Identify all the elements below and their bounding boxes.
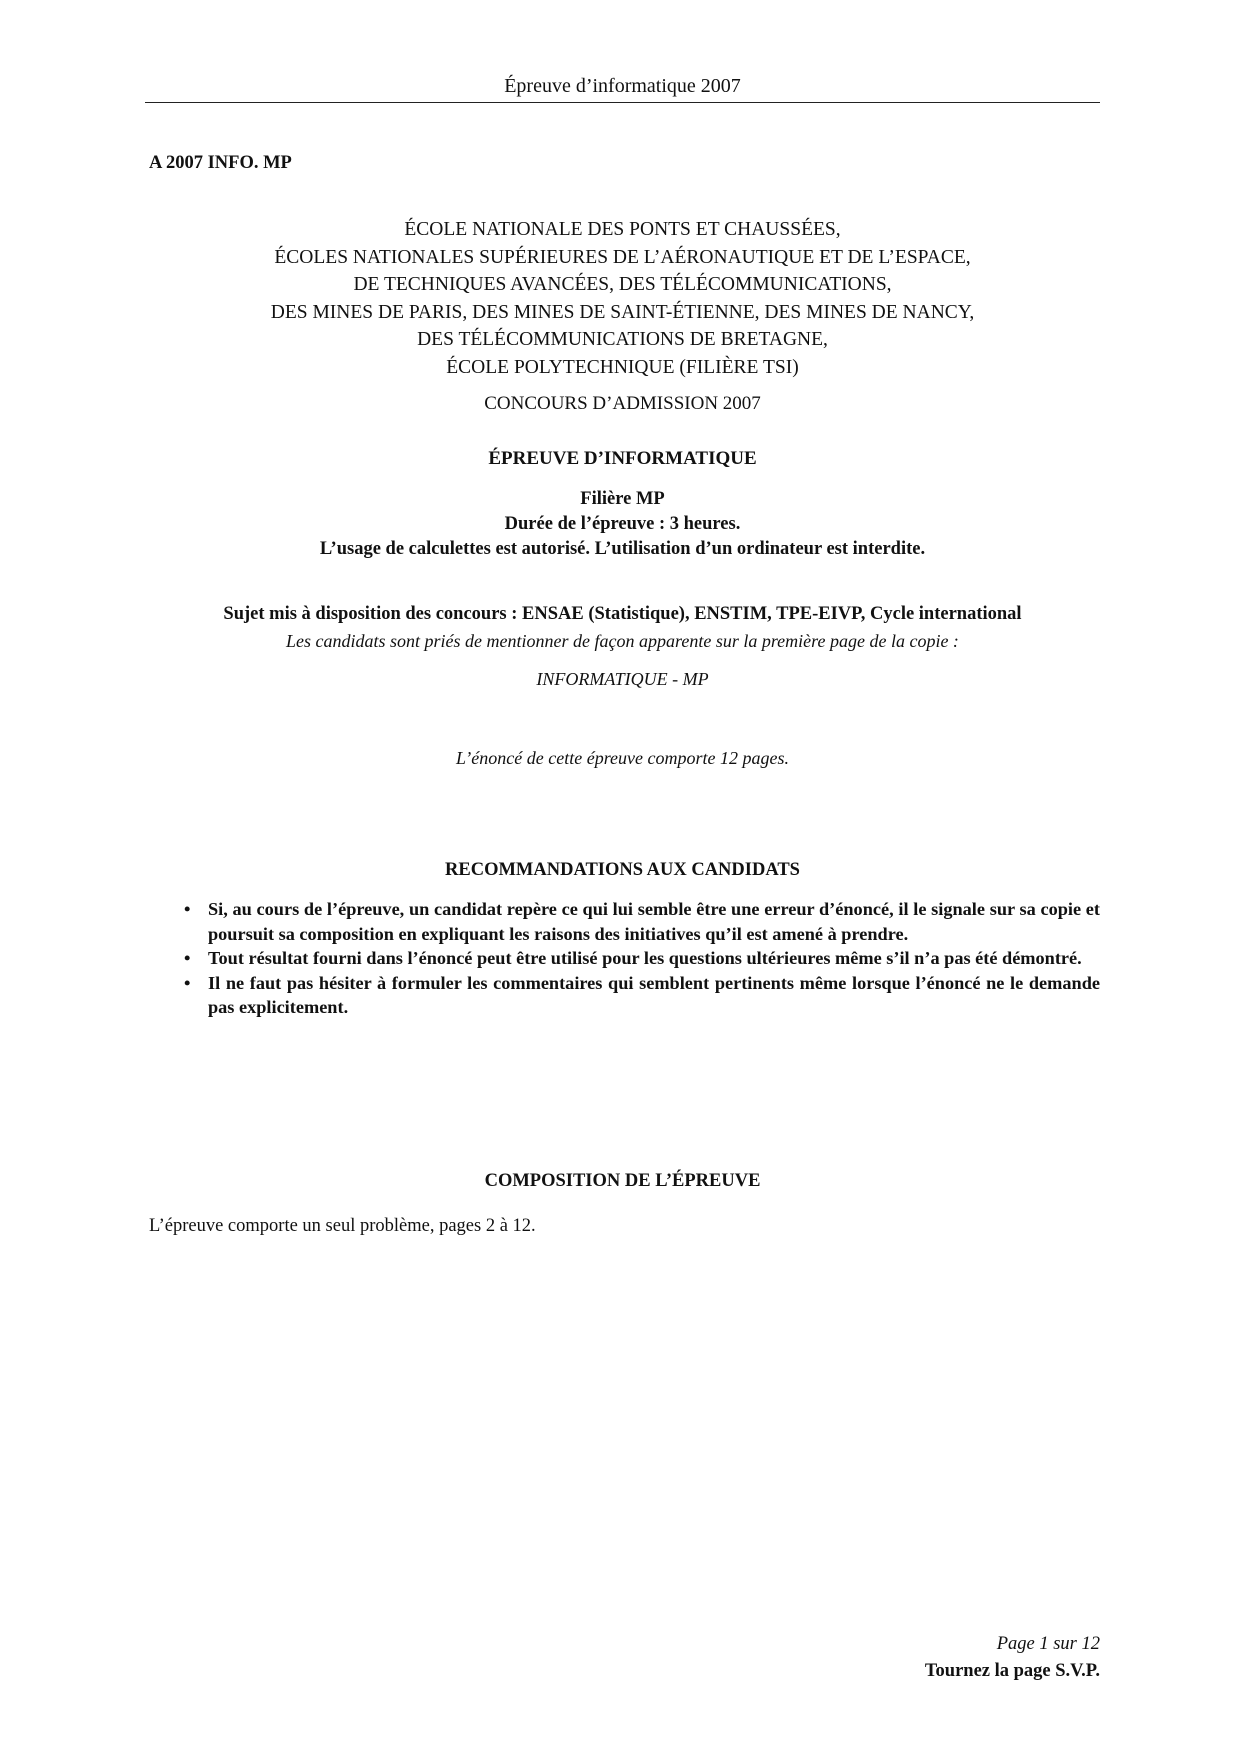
list-item: [180, 897, 1100, 946]
concours-title: CONCOURS D’ADMISSION 2007: [484, 393, 761, 414]
recommendation-text: Il ne faut pas hésiter à formuler les commentaires qui semblent pertinents même lorsque l’énoncé ne le demande pas explicitement.: [208, 972, 1100, 1017]
exam-info: [145, 487, 1100, 562]
list-item: [180, 971, 1100, 1020]
copy-mention: INFORMATIQUE - MP: [536, 669, 709, 689]
composition-text: L’épreuve comporte un seul problème, pages 2 à 12.: [149, 1216, 536, 1236]
pages-note: L’énoncé de cette épreuve comporte 12 pages.: [455, 748, 790, 768]
school-line: DE TECHNIQUES AVANCÉES, DES TÉLÉCOMMUNICATIONS,: [353, 274, 892, 295]
candidates-note: Les candidats sont priés de mentionner de façon apparente sur la première page de la copie :: [286, 631, 959, 651]
schools-list: [145, 216, 1100, 381]
exam-code: A 2007 INFO. MP: [149, 153, 292, 173]
filiere-label: Filière MP: [580, 489, 665, 509]
school-line: DES TÉLÉCOMMUNICATIONS DE BRETAGNE,: [417, 329, 828, 350]
page-header: [145, 74, 1100, 103]
turn-page-note: Tournez la page S.V.P.: [924, 1661, 1100, 1681]
bullet-icon: •: [184, 948, 191, 968]
duration-label: Durée de l’épreuve : 3 heures.: [504, 514, 741, 534]
page-number: Page 1 sur 12: [996, 1634, 1100, 1654]
epreuve-title: ÉPREUVE D’INFORMATIQUE: [488, 448, 757, 469]
bullet-icon: •: [184, 899, 191, 919]
school-line: ÉCOLE NATIONALE DES PONTS ET CHAUSSÉES,: [404, 219, 841, 240]
recommendations-list: [180, 897, 1100, 1020]
school-line: DES MINES DE PARIS, DES MINES DE SAINT-ÉTIENNE, DES MINES DE NANCY,: [270, 301, 975, 323]
school-line: ÉCOLES NATIONALES SUPÉRIEURES DE L’AÉRONAUTIQUE ET DE L’ESPACE,: [274, 246, 971, 268]
school-line: ÉCOLE POLYTECHNIQUE (FILIÈRE TSI): [446, 356, 799, 378]
recommendations-title: RECOMMANDATIONS AUX CANDIDATS: [445, 860, 800, 880]
recommendation-text: Si, au cours de l’épreuve, un candidat repère ce qui lui semble être une erreur d’énoncé, il le signale sur sa copie et poursuit sa composition en expliquant les raisons des initiatives qu’il est amené à prendre.: [208, 899, 1100, 944]
header-title: Épreuve d’informatique 2007: [504, 75, 741, 97]
recommendation-text: Tout résultat fourni dans l’énoncé peut être utilisé pour les questions ultérieures même s’il n’a pas été démontré.: [208, 948, 1082, 968]
list-item: [180, 946, 1100, 971]
usage-rules: L’usage de calculettes est autorisé. L’utilisation d’un ordinateur est interdite.: [319, 539, 926, 559]
composition-title: COMPOSITION DE L’ÉPREUVE: [484, 1171, 761, 1191]
bullet-icon: •: [184, 972, 191, 993]
sujet-availability: Sujet mis à disposition des concours : ENSAE (Statistique), ENSTIM, TPE-EIVP, Cycle international: [223, 604, 1022, 624]
